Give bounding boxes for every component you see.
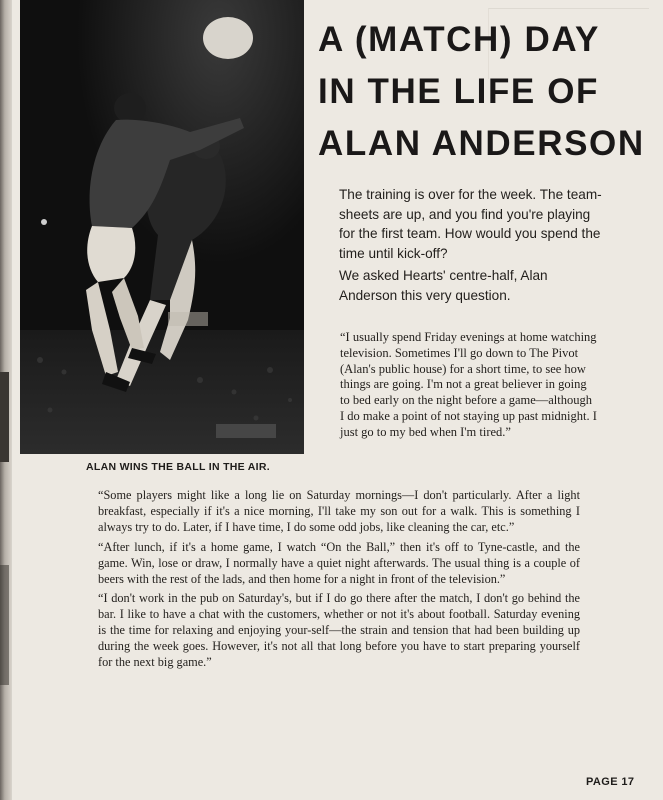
football xyxy=(203,17,253,59)
page-number: PAGE 17 xyxy=(586,776,635,788)
book-spine-edge xyxy=(0,0,12,800)
spine-shadow xyxy=(0,565,9,685)
body-paragraph: “I don't work in the pub on Saturday's, but if I do go there after the match, I don't go behind the bar. I like to have a chat with the customers, whether or not it's about football. Saturday evening is the time for relaxing and enjoying your-self—the strain and tension that had been building up during the week goes. However, it's not all that long before you have to start preparing yourself for the next big game.” xyxy=(98,591,580,670)
photo-caption: ALAN WINS THE BALL IN THE AIR. xyxy=(86,461,270,473)
quote-friday xyxy=(340,330,598,441)
intro-paragraph: We asked Hearts' centre-half, Alan Anderson this very question. xyxy=(339,268,548,303)
article-headline xyxy=(318,14,663,170)
spine-shadow xyxy=(0,372,9,462)
headline-line: IN THE LIFE OF xyxy=(318,72,600,111)
body-paragraph: “After lunch, if it's a home game, I watch “On the Ball,” then it's off to Tyne-castle, and the game. Win, lose or draw, I normally have a quiet night afterwards. The usual thing is a couple of beers with the rest of the lads, and then home for a night in front of the television.” xyxy=(98,539,580,586)
action-photo xyxy=(20,0,304,454)
intro-paragraph: The training is over for the week. The team-sheets are up, and you find you're playing for the first team. How would you spend the time until kick-off? xyxy=(339,187,602,261)
headline-line: A (MATCH) DAY xyxy=(318,20,600,59)
headline-line: ALAN ANDERSON xyxy=(318,124,645,163)
article-body xyxy=(98,488,580,675)
article-intro xyxy=(339,185,604,308)
quote-paragraph: “I usually spend Friday evenings at home watching television. Sometimes I'll go down to The Pivot (Alan's public house) for a short time, to see how things are going. I'm not a great believer in going to bed early on the night before a game—although I do make a point of not staying up past midnight. I just go to my bed when I'm tired.” xyxy=(340,330,597,439)
photo-illustration xyxy=(20,0,304,454)
body-paragraph: “Some players might like a long lie on Saturday mornings—I don't particularly. After a light breakfast, especially if it's a nice morning, I'll take my son out for a walk. This is something I always try to do. Later, if I have time, I do some odd jobs, like cleaning the car, etc.” xyxy=(98,488,580,534)
